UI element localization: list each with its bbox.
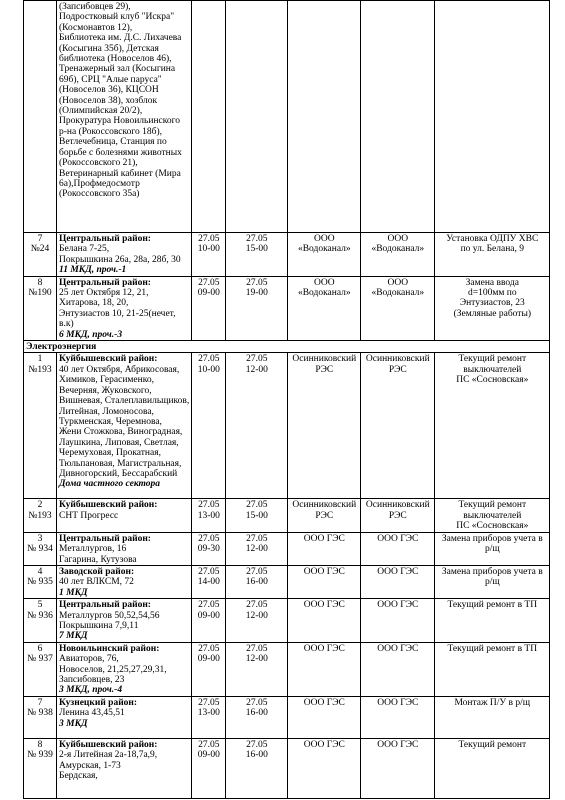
address-cell-line: Куйбышевский район: [59, 354, 158, 365]
work-description-line: Текущий ремонт [458, 354, 527, 365]
work-description-line: Энтузиастов, 23 [459, 298, 525, 309]
section-header-row [24, 341, 550, 353]
address-cell-line: 6а),Профмедосмотр [59, 178, 140, 189]
start-time-line: 10-00 [197, 364, 220, 375]
address-cell-line: Дивногорский, Бессарабский [59, 468, 178, 479]
start-time-line: 27.05 [198, 739, 220, 750]
start-time-line: 09-30 [197, 544, 220, 555]
address-cell-line: (Новоселов 38), хозблок [59, 95, 158, 106]
executor-org [361, 642, 435, 696]
end-time [226, 696, 288, 738]
end-time-line: 12-00 [245, 544, 268, 555]
start-time-line: 27.05 [198, 600, 220, 611]
row-number-line: 1 [37, 354, 43, 365]
work-description-line: выключателей [463, 364, 522, 375]
start-time-line: 27.05 [198, 500, 220, 511]
end-time-line: 27.05 [246, 500, 268, 511]
start-time [192, 642, 226, 696]
work-description [435, 532, 550, 565]
address-cell-line: 3 МКД [59, 718, 88, 729]
work-description [435, 696, 550, 738]
responsible-org-line: ООО [314, 277, 335, 288]
row-number-line: № 939 [27, 750, 53, 761]
executor-org-line: Осинниковский [365, 500, 430, 511]
end-time-line: 27.05 [246, 533, 268, 544]
work-description-line: Замена приборов учета в [441, 533, 543, 544]
schedule-body [24, 1, 550, 799]
executor-org-line: ООО [387, 277, 409, 288]
executor-org-line: ООО [387, 234, 409, 244]
responsible-org [288, 1, 361, 233]
end-time-line: 16-00 [245, 708, 268, 719]
responsible-org-line: РЭС [315, 510, 334, 521]
address-cell-line: (Новоселов 36), КЦСОН [59, 85, 159, 96]
work-description-line: ПС «Сосновская» [456, 521, 529, 532]
responsible-org [288, 696, 361, 738]
executor-org-line: ООО ГЭС [377, 643, 419, 654]
start-time-line: 27.05 [198, 566, 220, 577]
end-time-line: 27.05 [246, 697, 268, 708]
row-number-line: №190 [28, 288, 52, 299]
executor-org [361, 696, 435, 738]
responsible-org [288, 276, 361, 340]
work-description [435, 499, 550, 532]
work-description [435, 599, 550, 643]
address-cell-line: Покрышкина 7,9,11 [59, 620, 139, 631]
executor-org [361, 532, 435, 565]
responsible-org [288, 565, 361, 598]
start-time-line: 27.05 [198, 234, 220, 244]
address-cell-line: Новоильинский район: [59, 643, 160, 654]
address-cell-line: Амурская, 1-73 [59, 760, 121, 771]
address-cell-line: Кузнецкий район: [59, 697, 138, 708]
executor-org [361, 599, 435, 643]
end-time-line: 27.05 [246, 234, 268, 244]
row-number [24, 565, 57, 598]
end-time-line: 27.05 [246, 600, 268, 611]
address-cell-line: СНТ Прогресс [59, 510, 119, 521]
address-cell-line: (Космонавтов 12), [59, 22, 133, 33]
address-cell-line: Литейная, Ломоносова, [59, 406, 154, 417]
responsible-org [288, 642, 361, 696]
end-time-line: 15-00 [245, 510, 268, 521]
address-cell-line: Запсибовцев, 23 [59, 674, 125, 685]
table-row [24, 599, 550, 643]
start-time [192, 276, 226, 340]
address-cell-line: Туркменская, Черемнова, [59, 416, 162, 427]
end-time [226, 499, 288, 532]
work-description [435, 353, 550, 499]
address-cell [57, 499, 192, 532]
end-time-line: 12-00 [245, 364, 268, 375]
address-cell-line: Центральный район: [59, 533, 151, 544]
address-cell-line: Бердская, [59, 771, 98, 781]
work-description [435, 1, 550, 233]
row-number-line: 7 [37, 234, 43, 244]
table-row [24, 532, 550, 565]
row-number [24, 696, 57, 738]
work-description-line: (Земляные работы) [453, 308, 532, 319]
executor-org-line: РЭС [388, 510, 407, 521]
address-cell-line: Металлургов 50,52,54,56 [59, 610, 160, 621]
responsible-org-line: ООО [314, 234, 335, 244]
start-time-line: 13-00 [197, 510, 220, 521]
work-description-line: по ул. Белана, 9 [460, 244, 525, 255]
start-time [192, 499, 226, 532]
row-number-line: 8 [37, 277, 43, 288]
address-cell-line: Центральный район: [59, 277, 151, 288]
executor-org-line: «Водоканал» [371, 288, 425, 299]
executor-org-line: ООО ГЭС [377, 533, 419, 544]
address-cell [57, 233, 192, 277]
responsible-org-line: «Водоканал» [297, 244, 351, 255]
address-cell-line: (Косыгина 35б), Детская [59, 43, 159, 54]
start-time-line: 27.05 [198, 277, 220, 288]
end-time-line: 27.05 [246, 277, 268, 288]
row-number [24, 738, 57, 798]
responsible-org [288, 353, 361, 499]
end-time-line: 12-00 [245, 654, 268, 665]
executor-org [361, 1, 435, 233]
start-time-line: 09-00 [197, 750, 220, 761]
end-time [226, 532, 288, 565]
row-number-line: 5 [37, 600, 43, 611]
start-time [192, 599, 226, 643]
work-description-line: Текущий ремонт в ТП [447, 643, 538, 654]
executor-org-line: Осинниковский [365, 354, 430, 365]
address-cell-line: Дома частного сектора [59, 479, 161, 490]
row-number [24, 276, 57, 340]
executor-org [361, 565, 435, 598]
section-title: Электроэнергия [24, 341, 550, 353]
address-cell-line: Куйбышевский район: [59, 739, 158, 750]
work-description [435, 642, 550, 696]
responsible-org [288, 499, 361, 532]
responsible-org-line: ООО ГЭС [303, 739, 345, 750]
address-cell-line: Тюльпановая, Магистральная, [59, 458, 182, 469]
address-cell-line: Белана 7-25, [59, 244, 110, 255]
start-time [192, 738, 226, 798]
address-cell-line: Черемуховая, Прокатная, [59, 448, 161, 459]
start-time-line: 13-00 [197, 708, 220, 719]
address-cell [57, 565, 192, 598]
row-number-line: 7 [37, 697, 43, 708]
end-time [226, 738, 288, 798]
work-description-line: Замена приборов учета в [441, 566, 543, 577]
table-row [24, 738, 550, 798]
responsible-org-line: ООО ГЭС [303, 600, 345, 611]
end-time [226, 1, 288, 233]
end-time-line: 27.05 [246, 354, 268, 365]
address-cell-line: (Запсибовцев 29), [59, 2, 131, 12]
end-time-line: 16-00 [245, 577, 268, 588]
responsible-org-line: ООО ГЭС [303, 643, 345, 654]
address-cell-line: Вечерняя, Жуковского, [59, 385, 152, 396]
responsible-org-line: ООО ГЭС [303, 566, 345, 577]
address-cell-line: Новоселов, 21,25,27,29,31, [59, 664, 167, 675]
address-cell-line: 40 лет ВЛКСМ, 72 [59, 577, 134, 588]
start-time-line: 27.05 [198, 354, 220, 365]
end-time-line: 16-00 [245, 750, 268, 761]
executor-org [361, 738, 435, 798]
row-number [24, 499, 57, 532]
row-number-line: № 934 [27, 544, 53, 555]
address-cell-line: (Олимпийская 20/2), [59, 106, 143, 117]
address-cell [57, 353, 192, 499]
address-cell [57, 642, 192, 696]
address-cell-line: 40 лет Октября, Абрикосовая, [59, 364, 180, 375]
work-description-line: Текущий ремонт в ТП [447, 600, 538, 611]
work-description [435, 233, 550, 277]
row-number-line: 2 [37, 500, 43, 511]
executor-org-line: ООО ГЭС [377, 600, 419, 611]
row-number-line: № 935 [27, 577, 53, 588]
executor-org-line: ООО ГЭС [377, 697, 419, 708]
work-description-line: Монтаж П/У в р/щ [454, 697, 531, 708]
end-time-line: 27.05 [246, 739, 268, 750]
work-description-line: ПС «Сосновская» [456, 375, 529, 386]
end-time-line: 12-00 [245, 610, 268, 621]
end-time-line: 19-00 [245, 288, 268, 299]
row-number-line: № 936 [27, 610, 53, 621]
table-row [24, 233, 550, 277]
responsible-org-line: ООО ГЭС [303, 697, 345, 708]
work-description [435, 738, 550, 798]
row-number [24, 353, 57, 499]
row-number-line: № 938 [27, 708, 53, 719]
address-cell-line: Авиаторов, 76, [59, 654, 119, 665]
address-cell [57, 696, 192, 738]
executor-org-line: ООО ГЭС [377, 739, 419, 750]
row-number-line: №193 [28, 510, 52, 521]
work-description-line: Замена ввода [465, 277, 519, 288]
row-number-line: №24 [30, 244, 50, 255]
start-time [192, 532, 226, 565]
end-time-line: 27.05 [246, 643, 268, 654]
address-cell-line: Вишневая, Сталеплавильщиков, [59, 396, 190, 407]
table-row [24, 353, 550, 499]
table-row [24, 565, 550, 598]
row-number [24, 642, 57, 696]
address-cell-line: Куйбышевский район: [59, 500, 158, 511]
outage-schedule-table [23, 0, 550, 799]
address-cell-line: Заводской район: [59, 566, 135, 577]
address-cell-line: Лаушкина, Липовая, Светлая, [59, 437, 179, 448]
row-number-line: 8 [37, 739, 43, 750]
address-cell-line: Подростковый клуб "Искра" [59, 12, 175, 23]
end-time-line: 27.05 [246, 566, 268, 577]
address-cell-line: (Рокоссовского 35а) [59, 189, 140, 200]
start-time-line: 27.05 [198, 697, 220, 708]
responsible-org-line: Осинниковский [292, 354, 357, 365]
table-row [24, 696, 550, 738]
row-number-line: 6 [37, 643, 43, 654]
address-cell-line: Центральный район: [59, 234, 151, 244]
start-time-line: 09-00 [197, 610, 220, 621]
address-cell-line: 69б), СРЦ "Алые паруса" [59, 74, 162, 85]
start-time-line: 09-00 [197, 288, 220, 299]
address-cell [57, 1, 192, 233]
table-row [24, 642, 550, 696]
end-time [226, 276, 288, 340]
executor-org [361, 499, 435, 532]
end-time [226, 642, 288, 696]
address-cell-line: Прокуратура Новоильинского [59, 116, 181, 127]
address-cell-line: Тренажерный зал (Косыгина [59, 64, 176, 75]
address-cell-line: (Рокоссовского 21), [59, 158, 138, 169]
row-number-line: №193 [28, 364, 52, 375]
start-time-line: 09-00 [197, 654, 220, 665]
responsible-org [288, 532, 361, 565]
table-row [24, 1, 550, 233]
row-number-line: 3 [37, 533, 43, 544]
work-description-line: р/щ [484, 577, 500, 588]
start-time [192, 353, 226, 499]
address-cell-line: борьбе с болезнями животных [59, 147, 182, 158]
address-cell-line: р-на (Рокоссовского 18б), [59, 126, 163, 137]
row-number [24, 532, 57, 565]
responsible-org-line: Осинниковский [292, 500, 357, 511]
start-time [192, 565, 226, 598]
row-number [24, 599, 57, 643]
address-cell-line: 2-я Литейная 2а-18,7а,9, [59, 750, 158, 761]
responsible-org-line: РЭС [315, 364, 334, 375]
executor-org-line: «Водоканал» [371, 244, 425, 255]
address-cell [57, 276, 192, 340]
end-time [226, 565, 288, 598]
executor-org [361, 353, 435, 499]
work-description-line: Установка ОДПУ ХВС [446, 234, 539, 244]
address-cell-line: Центральный район: [59, 600, 151, 611]
work-description-line: р/щ [484, 544, 500, 555]
address-cell-line: в.к) [59, 319, 74, 330]
address-cell-line: 6 МКД, проч.-3 [59, 329, 123, 340]
start-time-line: 10-00 [197, 244, 220, 255]
work-description-line: выключателей [463, 510, 522, 521]
work-description-line: d=100мм по [468, 288, 517, 299]
end-time [226, 353, 288, 499]
address-cell [57, 738, 192, 798]
responsible-org-line: ООО ГЭС [303, 533, 345, 544]
executor-org-line: РЭС [388, 364, 407, 375]
address-cell-line: Химиков, Герасименко, [59, 375, 154, 386]
address-cell-line: Библиотека им. Д.С. Лихачева [59, 33, 182, 44]
start-time-line: 14-00 [197, 577, 220, 588]
start-time-line: 27.05 [198, 643, 220, 654]
address-cell-line: Энтузиастов 10, 21-25(нечет, [59, 308, 176, 319]
address-cell-line: Ветлечебница, Станция по [59, 137, 167, 148]
address-cell-line: библиотека (Новоселов 46), [59, 54, 172, 65]
table-row [24, 499, 550, 532]
address-cell-line: 11 МКД, проч.-1 [59, 265, 127, 276]
start-time [192, 1, 226, 233]
responsible-org-line: «Водоканал» [297, 288, 351, 299]
responsible-org [288, 599, 361, 643]
responsible-org [288, 233, 361, 277]
address-cell-line: 1 МКД [59, 587, 88, 598]
address-cell [57, 599, 192, 643]
start-time-line: 27.05 [198, 533, 220, 544]
row-number-line: № 937 [27, 654, 53, 665]
end-time-line: 15-00 [245, 244, 268, 255]
address-cell-line: Жени Стожкова, Виноградная, [59, 427, 183, 438]
address-cell-line: 7 МКД [59, 631, 88, 642]
table-row [24, 276, 550, 340]
executor-org-line: ООО ГЭС [377, 566, 419, 577]
address-cell-line: Ленина 43,45,51 [59, 708, 125, 719]
work-description [435, 565, 550, 598]
end-time [226, 233, 288, 277]
address-cell-line: Гагарина, Кутузова [59, 554, 137, 565]
responsible-org [288, 738, 361, 798]
end-time [226, 599, 288, 643]
address-cell-line: Покрышкина 26а, 28а, 28б, 30 [59, 254, 181, 265]
start-time [192, 696, 226, 738]
address-cell [57, 532, 192, 565]
work-description [435, 276, 550, 340]
work-description-line: Текущий ремонт [458, 739, 527, 750]
executor-org [361, 233, 435, 277]
executor-org [361, 276, 435, 340]
row-number [24, 233, 57, 277]
address-cell-line: 25 лет Октября 12, 21, [59, 288, 149, 299]
address-cell-line: Хитарова, 18, 20, [59, 298, 129, 309]
address-cell-line: 3 МКД, проч.-4 [59, 685, 123, 696]
row-number-line: 4 [37, 566, 43, 577]
row-number [24, 1, 57, 233]
address-cell-line: Ветеринарный кабинет (Мира [59, 168, 181, 179]
start-time [192, 233, 226, 277]
address-cell-line: Металлургов, 16 [59, 544, 127, 555]
work-description-line: Текущий ремонт [458, 500, 527, 511]
